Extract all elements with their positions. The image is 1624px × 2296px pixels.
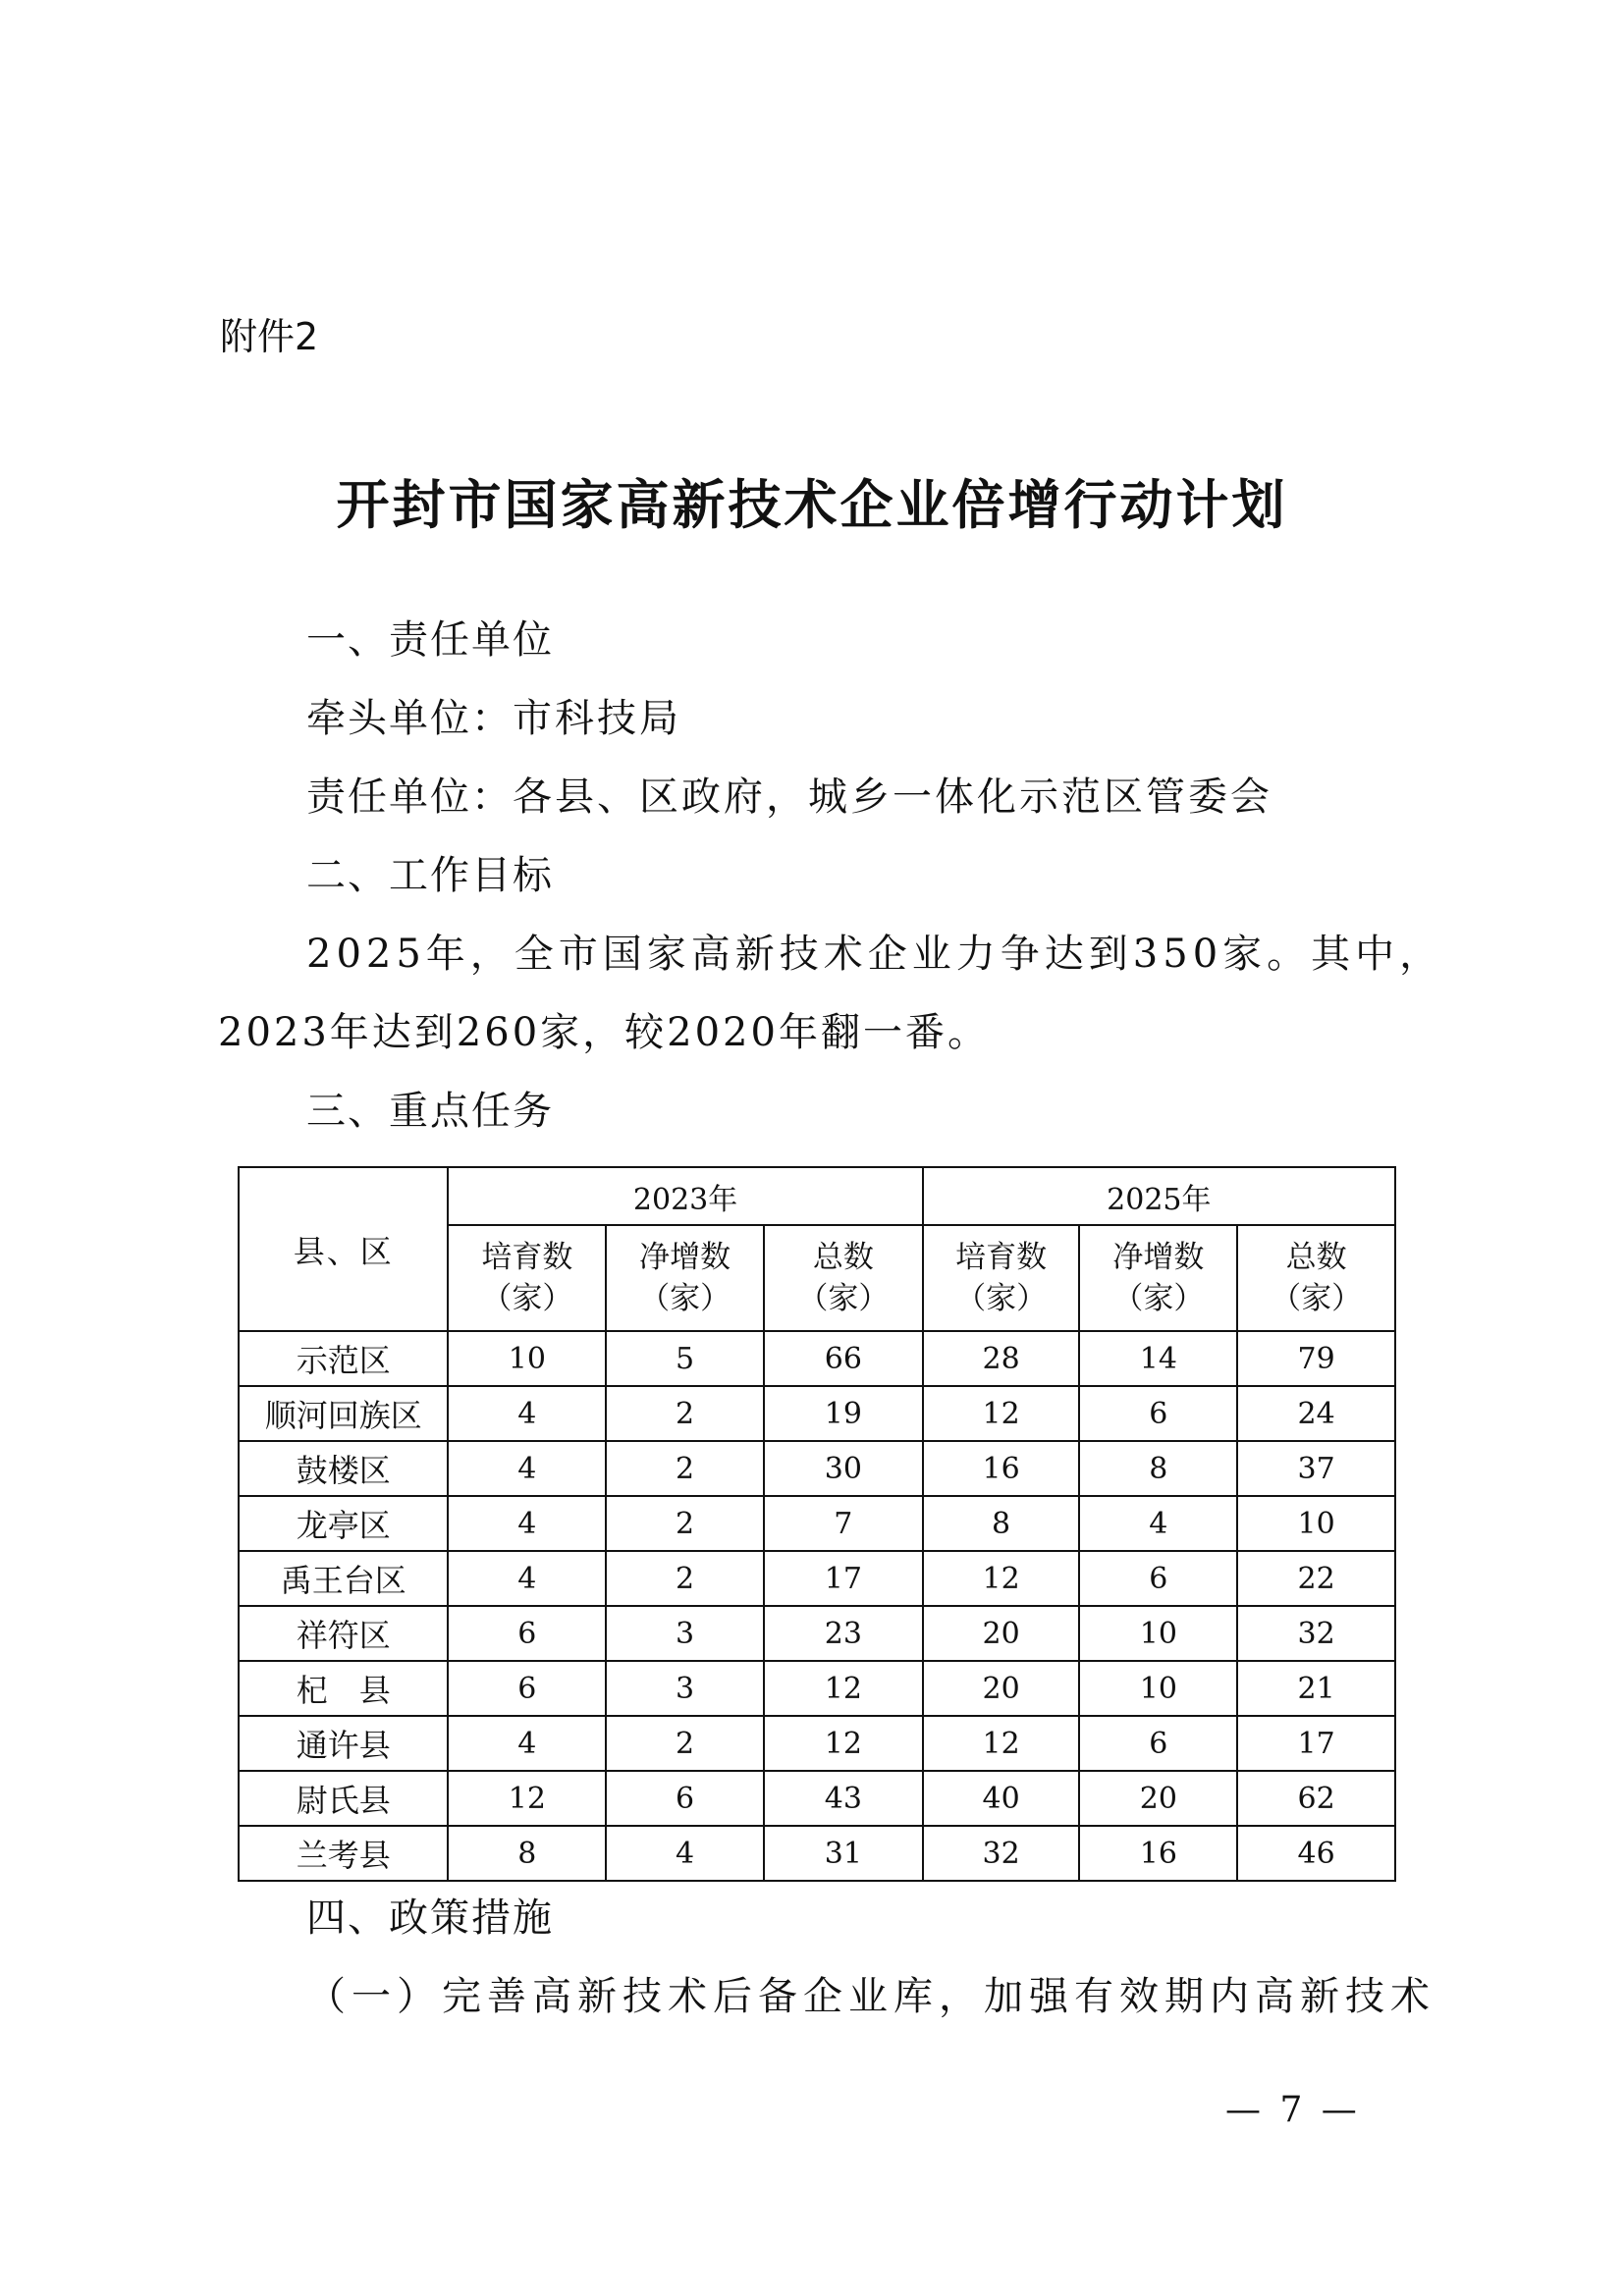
value-cell: 7 [764,1496,923,1551]
value-cell: 4 [448,1551,606,1606]
value-cell: 10 [1237,1496,1395,1551]
page-title: 开封市国家高新技术企业倍增行动计划 [336,474,1288,536]
table-row [239,1826,1395,1881]
value-cell: 10 [448,1331,606,1386]
value-cell: 32 [1237,1606,1395,1661]
value-cell: 2 [606,1386,764,1441]
responsible-units-label: 责任单位： [306,774,513,820]
value-cell: 3 [606,1606,764,1661]
value-cell: 8 [923,1496,1080,1551]
column-header: 净增数 （家） [1079,1225,1237,1331]
value-cell: 19 [764,1386,923,1441]
value-cell: 5 [606,1331,764,1386]
value-cell: 32 [923,1826,1080,1881]
value-cell: 12 [448,1771,606,1826]
value-cell: 12 [764,1661,923,1716]
value-cell: 3 [606,1661,764,1716]
value-cell: 17 [1237,1716,1395,1771]
lead-unit-value: 市科技局 [513,696,681,741]
value-cell: 4 [448,1441,606,1496]
value-cell: 20 [923,1661,1080,1716]
value-cell: 43 [764,1771,923,1826]
attachment-label: 附件2 [220,315,319,358]
value-cell: 22 [1237,1551,1395,1606]
table-row [239,1661,1395,1716]
value-cell: 10 [1079,1661,1237,1716]
policy-paragraph-line-1: （一）完善高新技术后备企业库，加强有效期内高新技术 [306,1974,1435,2019]
value-cell: 23 [764,1606,923,1661]
value-cell: 4 [448,1386,606,1441]
value-cell: 62 [1237,1771,1395,1826]
value-cell: 2 [606,1441,764,1496]
value-cell: 4 [448,1716,606,1771]
value-cell: 4 [448,1496,606,1551]
value-cell: 6 [606,1771,764,1826]
value-cell: 46 [1237,1826,1395,1881]
responsible-units-value: 各县、区政府，城乡一体化示范区管委会 [513,774,1272,820]
value-cell: 16 [923,1441,1080,1496]
value-cell: 20 [1079,1771,1237,1826]
column-header: 总数 （家） [764,1225,923,1331]
row-header-district: 县、区 [239,1167,448,1331]
district-name-cell: 祥符区 [239,1606,448,1661]
value-cell: 8 [1079,1441,1237,1496]
year-header-2023: 2023年 [448,1167,922,1225]
district-name-cell: 禹王台区 [239,1551,448,1606]
district-name-cell: 龙亭区 [239,1496,448,1551]
value-cell: 8 [448,1826,606,1881]
table-row [239,1771,1395,1826]
value-cell: 31 [764,1826,923,1881]
district-name-cell: 杞 县 [239,1661,448,1716]
value-cell: 21 [1237,1661,1395,1716]
goal-paragraph-line-1: 2025年，全市国家高新技术企业力争达到350家。其中， [306,932,1444,977]
column-header: 培育数 （家） [448,1225,606,1331]
lead-unit-line [306,691,681,746]
section-heading-goals: 二、工作目标 [306,853,554,898]
section-heading-policy: 四、政策措施 [306,1896,554,1941]
value-cell: 17 [764,1551,923,1606]
year-header-2025: 2025年 [923,1167,1395,1225]
value-cell: 24 [1237,1386,1395,1441]
page-number: — 7 — [1225,2090,1361,2130]
value-cell: 66 [764,1331,923,1386]
table-row [239,1441,1395,1496]
value-cell: 12 [923,1386,1080,1441]
value-cell: 2 [606,1716,764,1771]
table-row [239,1496,1395,1551]
value-cell: 4 [606,1826,764,1881]
value-cell: 12 [923,1551,1080,1606]
table-row [239,1551,1395,1606]
value-cell: 28 [923,1331,1080,1386]
value-cell: 12 [923,1716,1080,1771]
value-cell: 2 [606,1551,764,1606]
value-cell: 6 [1079,1386,1237,1441]
value-cell: 79 [1237,1331,1395,1386]
value-cell: 10 [1079,1606,1237,1661]
value-cell: 37 [1237,1441,1395,1496]
value-cell: 40 [923,1771,1080,1826]
responsible-units-line [306,770,1272,825]
section-heading-responsibility: 一、责任单位 [306,617,554,663]
value-cell: 14 [1079,1331,1237,1386]
value-cell: 30 [764,1441,923,1496]
district-name-cell: 鼓楼区 [239,1441,448,1496]
district-name-cell: 尉氏县 [239,1771,448,1826]
column-header: 净增数 （家） [606,1225,764,1331]
district-name-cell: 兰考县 [239,1826,448,1881]
lead-unit-label: 牵头单位： [306,696,513,741]
table-row [239,1716,1395,1771]
value-cell: 4 [1079,1496,1237,1551]
key-tasks-table [238,1166,1396,1882]
value-cell: 2 [606,1496,764,1551]
table-row [239,1331,1395,1386]
value-cell: 6 [448,1606,606,1661]
column-header: 培育数 （家） [923,1225,1080,1331]
value-cell: 6 [448,1661,606,1716]
value-cell: 12 [764,1716,923,1771]
district-name-cell: 示范区 [239,1331,448,1386]
column-header: 总数 （家） [1237,1225,1395,1331]
district-name-cell: 通许县 [239,1716,448,1771]
value-cell: 20 [923,1606,1080,1661]
goal-paragraph-line-2: 2023年达到260家，较2020年翻一番。 [218,1010,990,1055]
table-row [239,1386,1395,1441]
value-cell: 6 [1079,1716,1237,1771]
table-row [239,1606,1395,1661]
district-name-cell: 顺河回族区 [239,1386,448,1441]
value-cell: 16 [1079,1826,1237,1881]
value-cell: 6 [1079,1551,1237,1606]
section-heading-key-tasks: 三、重点任务 [306,1089,554,1134]
